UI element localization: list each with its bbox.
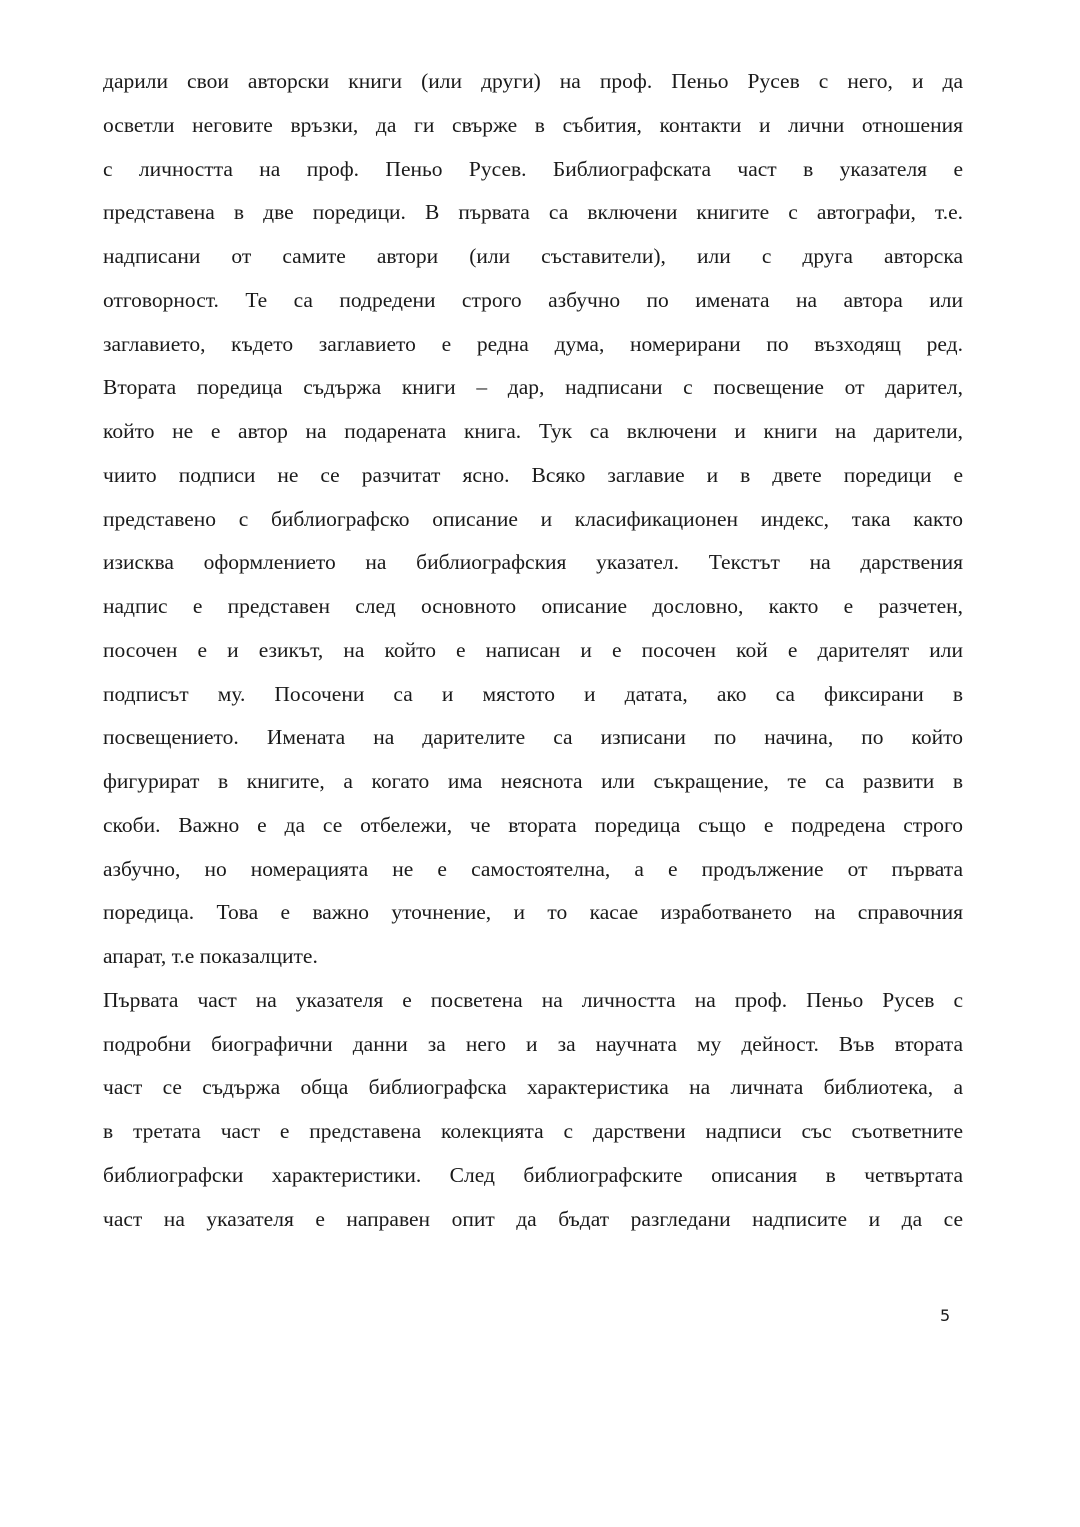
body-text [103, 60, 963, 1241]
paragraph-2 [103, 979, 963, 1242]
text-line: надпис е представен след основното описание дословно, както е разчетен, [103, 594, 963, 618]
text-line: в третата част е представена колекцията с дарствени надписи със съответните [103, 1119, 963, 1143]
text-line: подписът му. Посочени са и мястото и датата, ако са фиксирани в [103, 681, 963, 706]
text-line: представено с библиографско описание и класификационен индекс, така както [103, 506, 963, 531]
text-line: отговорност. Те са подредени строго азбучно по имената на автора или [103, 287, 963, 312]
text-line: посочен е и езикът, на който е написан и е посочен кой е дарителят или [103, 637, 963, 662]
paragraph-1 [103, 60, 963, 979]
text-line: скоби. Важно е да се отбележи, че втората поредица също е подредена строго [103, 812, 963, 837]
text-line: апарат, т.е показалците. [103, 944, 318, 968]
text-line: дарили свои авторски книги (или други) на проф. Пеньо Русев с него, и да [103, 69, 963, 93]
text-line: който не е автор на подарената книга. Тук са включени и книги на дарители, [103, 419, 963, 443]
text-line: част се съдържа обща библиографска характеристика на личната библиотека, а [103, 1075, 963, 1100]
page-number: 5 [940, 1306, 951, 1325]
text-line: осветли неговите връзки, да ги свърже в събития, контакти и лични отношения [103, 112, 963, 137]
text-line: представена в две поредици. В първата са включени книгите с автографи, т.е. [103, 200, 963, 225]
text-line: изисква оформлението на библиографския указател. Текстът на дарствения [103, 550, 963, 575]
text-line: фигурират в книгите, а когато има неяснота или съкращение, те са развити в [103, 769, 963, 793]
text-line: подробни биографични данни за него и за научната му дейност. Във втората [103, 1031, 963, 1056]
text-line: Втората поредица съдържа книги – дар, надписани с посвещение от дарител, [103, 375, 963, 400]
text-line: заглавието, където заглавието е редна дума, номерирани по възходящ ред. [103, 331, 963, 356]
text-line: с личността на проф. Пеньо Русев. Библиографската част в указателя е [103, 156, 963, 181]
text-line: азбучно, но номерацията не е самостоятелна, а е продължение от първата [103, 856, 963, 881]
text-line: надписани от самите автори (или съставители), или с друга авторска [103, 244, 963, 268]
text-line: чиито подписи не се разчитат ясно. Всяко заглавие и в двете поредици е [103, 462, 963, 487]
text-line: посвещението. Имената на дарителите са изписани по начина, по който [103, 725, 963, 750]
text-line: библиографски характеристики. След библиографските описания в четвъртата [103, 1162, 963, 1187]
text-line: поредица. Това е важно уточнение, и то касае изработването на справочния [103, 900, 963, 925]
text-line: част на указателя е направен опит да бъдат разгледани надписите и да се [103, 1206, 963, 1231]
text-line: Първата част на указателя е посветена на личността на проф. Пеньо Русев с [103, 987, 963, 1012]
